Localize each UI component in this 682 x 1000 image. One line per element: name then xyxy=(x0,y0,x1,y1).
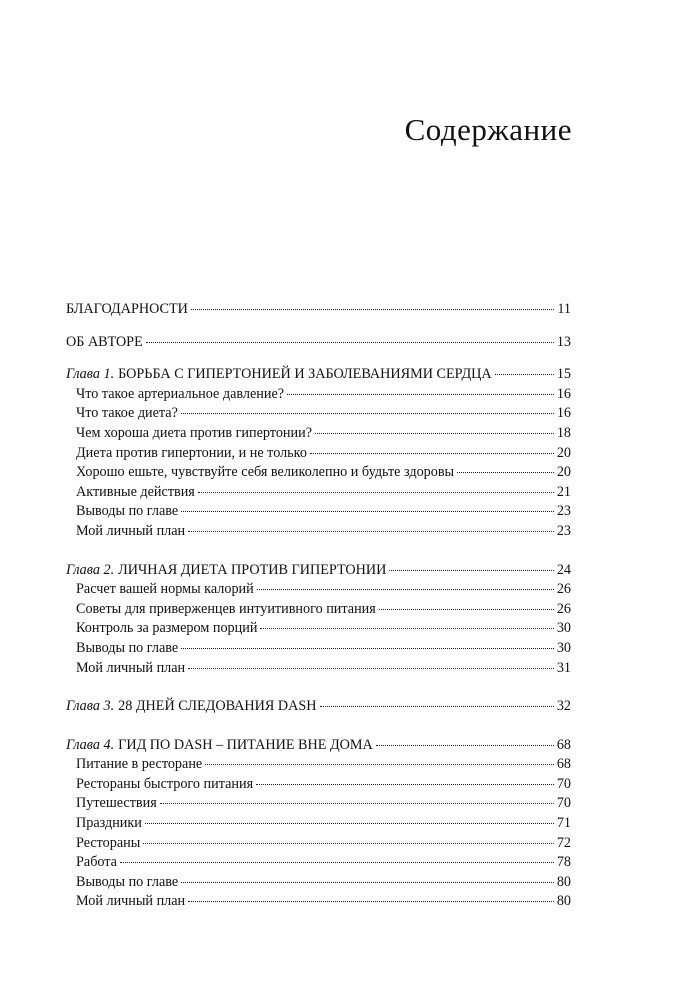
chapter-number: Глава 2. xyxy=(66,561,115,578)
toc-page-number: 21 xyxy=(556,483,571,500)
toc-page-number: 68 xyxy=(556,756,571,773)
dot-leader xyxy=(181,647,554,649)
chapter-title: БОРЬБА С ГИПЕРТОНИЕЙ И ЗАБОЛЕВАНИЯМИ СЕРДЦА xyxy=(118,366,492,383)
chapter-number: Глава 3. xyxy=(66,698,115,715)
toc-subentry-label: Мой личный план xyxy=(76,659,186,676)
toc-subentry-label: Праздники xyxy=(76,815,142,832)
toc-subentry-label: Питание в ресторане xyxy=(76,756,203,773)
toc-entry-label xyxy=(66,561,386,581)
toc-subentry[interactable] xyxy=(66,892,571,912)
toc-subentry-label: Выводы по главе xyxy=(76,503,179,520)
chapter-title: 28 ДНЕЙ СЛЕДОВАНИЯ DASH xyxy=(118,698,317,715)
toc-page-number: 26 xyxy=(556,581,571,598)
dot-leader xyxy=(188,530,554,532)
toc-subentry[interactable] xyxy=(66,580,571,600)
toc-page-number: 78 xyxy=(556,854,571,871)
dot-leader xyxy=(146,341,554,343)
toc-subentry-label: Что такое артериальное давление? xyxy=(76,385,285,402)
toc-subentry[interactable] xyxy=(66,483,571,503)
dot-leader xyxy=(160,802,554,804)
dot-leader xyxy=(495,373,554,375)
dot-leader xyxy=(181,510,554,512)
chapter-number: Глава 1. xyxy=(66,366,115,383)
toc-page-number: 15 xyxy=(556,366,571,383)
dot-leader xyxy=(191,308,554,310)
toc-page-number: 16 xyxy=(556,385,571,402)
dot-leader xyxy=(181,881,554,883)
toc-subentry-label: Мой личный план xyxy=(76,893,186,910)
toc-page-number: 70 xyxy=(556,795,571,812)
toc-subentry-label: Мой личный план xyxy=(76,522,186,539)
dot-leader xyxy=(310,452,554,454)
toc-subentry[interactable] xyxy=(66,424,571,444)
toc-subentry-label: Рестораны быстрого питания xyxy=(76,775,254,792)
dot-leader xyxy=(287,393,554,395)
toc-entry-label: БЛАГОДАРНОСТИ xyxy=(66,301,188,317)
toc-page-number: 16 xyxy=(556,405,571,422)
toc-subentry[interactable] xyxy=(66,794,571,814)
toc-page-number: 23 xyxy=(556,522,571,539)
toc-subentry[interactable] xyxy=(66,873,571,893)
toc-entry-acknowledgements[interactable] xyxy=(66,300,571,320)
toc-chapter-3[interactable] xyxy=(66,697,571,717)
chapter-title: ЛИЧНАЯ ДИЕТА ПРОТИВ ГИПЕРТОНИИ xyxy=(118,561,387,578)
dot-leader xyxy=(181,412,554,414)
toc-page-number: 70 xyxy=(556,775,571,792)
toc-subentry-label: Путешествия xyxy=(76,795,157,812)
toc-page-number: 20 xyxy=(556,444,571,461)
toc-subentry[interactable] xyxy=(66,853,571,873)
toc-subentry-label: Что такое диета? xyxy=(76,405,178,422)
dot-leader xyxy=(188,667,554,669)
toc-page-number: 30 xyxy=(556,639,571,656)
toc-subentry[interactable] xyxy=(66,463,571,483)
toc-subentry-label: Рестораны xyxy=(76,834,141,851)
toc-page-number: 72 xyxy=(556,834,571,851)
toc-page-number: 23 xyxy=(556,503,571,520)
toc-subentry-label: Диета против гипертонии, и не только xyxy=(76,444,307,461)
toc-subentry-label: Хорошо ешьте, чувствуйте себя великолепно и будьте здоровы xyxy=(76,464,455,481)
toc-page-number: 13 xyxy=(556,333,571,350)
dot-leader xyxy=(143,842,554,844)
dot-leader xyxy=(257,588,554,590)
toc-subentry[interactable] xyxy=(66,600,571,620)
toc-subentry[interactable] xyxy=(66,404,571,424)
toc-page-number: 80 xyxy=(556,893,571,910)
toc-subentry[interactable] xyxy=(66,834,571,854)
toc-page-number: 80 xyxy=(556,873,571,890)
toc-entry-label: ОБ АВТОРЕ xyxy=(66,333,143,350)
toc-chapter-4[interactable] xyxy=(66,736,571,756)
toc-subentry[interactable] xyxy=(66,619,571,639)
dot-leader xyxy=(120,861,554,863)
toc-subentry-label: Выводы по главе xyxy=(76,639,179,656)
toc-page-number: 30 xyxy=(556,620,571,637)
chapter-number: Глава 4. xyxy=(66,736,115,753)
toc-subentry[interactable] xyxy=(66,522,571,542)
dot-leader xyxy=(260,627,553,629)
dot-leader xyxy=(320,705,554,707)
toc-subentry-label: Советы для приверженцев интуитивного питания xyxy=(76,600,376,617)
dot-leader xyxy=(256,783,554,785)
toc-subentry[interactable] xyxy=(66,775,571,795)
toc-subentry[interactable] xyxy=(66,444,571,464)
toc-page-number: 68 xyxy=(556,736,571,753)
toc-entry-label xyxy=(66,736,373,756)
dot-leader xyxy=(145,822,554,824)
toc-page-number: 31 xyxy=(556,659,571,676)
toc-subentry[interactable] xyxy=(66,755,571,775)
chapter-title: ГИД ПО DASH – ПИТАНИЕ ВНЕ ДОМА xyxy=(118,736,373,753)
toc-subentry-label: Выводы по главе xyxy=(76,873,179,890)
toc-entry-about-author[interactable] xyxy=(66,333,571,353)
toc-page-number: 18 xyxy=(556,424,571,441)
dot-leader xyxy=(389,569,553,571)
toc-page-number: 71 xyxy=(556,815,571,832)
toc-page-number: 26 xyxy=(556,600,571,617)
dot-leader xyxy=(205,763,554,765)
toc-subentry[interactable] xyxy=(66,385,571,405)
toc-subentry[interactable] xyxy=(66,659,571,679)
toc-subentry[interactable] xyxy=(66,502,571,522)
page-title: Содержание xyxy=(404,112,572,147)
toc-subentry[interactable] xyxy=(66,639,571,659)
toc-subentry-label: Активные действия xyxy=(76,483,195,500)
toc-chapter-1[interactable] xyxy=(66,365,571,385)
toc-page-number: 32 xyxy=(556,698,571,715)
toc-page-number: 11 xyxy=(557,301,571,317)
toc-subentry-label: Работа xyxy=(76,854,117,871)
dot-leader xyxy=(198,491,554,493)
toc-subentry[interactable] xyxy=(66,814,571,834)
toc-page-number: 24 xyxy=(556,561,571,578)
toc-page-number: 20 xyxy=(556,464,571,481)
dot-leader xyxy=(376,744,554,746)
dot-leader xyxy=(457,471,554,473)
toc-subentry-label: Контроль за размером порций xyxy=(76,620,258,637)
dot-leader xyxy=(315,432,554,434)
dot-leader xyxy=(188,900,554,902)
toc-subentry-label: Чем хороша диета против гипертонии? xyxy=(76,424,312,441)
toc-entry-label xyxy=(66,365,492,385)
dot-leader xyxy=(379,608,554,610)
table-of-contents xyxy=(66,300,571,912)
toc-chapter-2[interactable] xyxy=(66,561,571,581)
toc-entry-label xyxy=(66,697,317,717)
toc-subentry-label: Расчет вашей нормы калорий xyxy=(76,581,254,598)
